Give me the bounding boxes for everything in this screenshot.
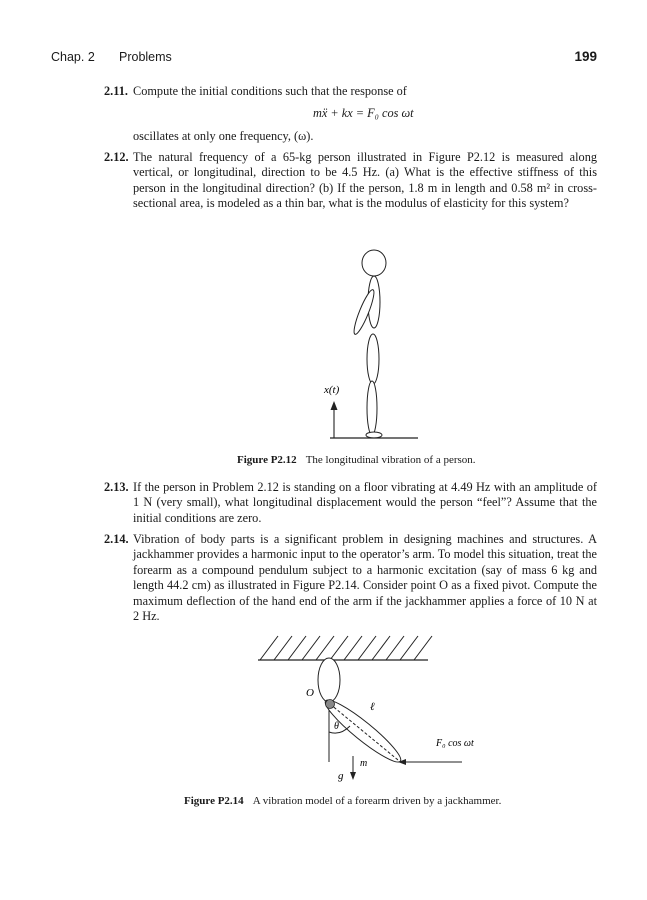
figure-p2-12 <box>300 240 450 445</box>
gravity-label: g <box>338 770 344 782</box>
problem-text: oscillates at only one frequency, (ω). <box>133 129 314 143</box>
caption-text: The longitudinal vibration of a person. <box>305 454 476 466</box>
shank-shape <box>367 381 377 435</box>
section-label: Problems <box>119 50 172 64</box>
arrowhead-shape <box>331 401 338 410</box>
figure-caption <box>237 454 476 466</box>
caption-text: A vibration model of a forearm driven by a jackhammer. <box>252 795 502 807</box>
length-label: ℓ <box>370 701 375 713</box>
figure-label: Figure P2.12 <box>237 454 297 466</box>
force-label: F₀ cos ωt <box>436 738 474 749</box>
angle-label: θ <box>334 721 339 732</box>
thigh-shape <box>367 334 379 384</box>
problem-number: 2.11. <box>104 84 128 98</box>
foot-shape <box>366 432 382 438</box>
problem-text: Compute the initial conditions such that the response of <box>133 84 407 98</box>
xt-label: x(t) <box>324 384 340 396</box>
page-number: 199 <box>574 49 597 64</box>
figure-caption <box>184 795 501 807</box>
figure-p2-14 <box>250 632 490 787</box>
problem-text: The natural frequency of a 65-kg person illustrated in Figure P2.12 is measured along vertical, or longitudinal, direction to be 4.5 Hz. (a) What is the effective stiffness of this person in the longitudinal direction? (b) If the person, 1.8 m in length and 0.58 m² in cross-sectional area, is modeled as a thin bar, what is the modulus of elasticity for this system? <box>133 150 597 211</box>
equation: mẍ + kx = F₀ cos ωt <box>313 106 414 120</box>
upper-arm-shape <box>318 658 340 702</box>
mass-label: m <box>360 758 368 769</box>
problem-text: Vibration of body parts is a significant problem in designing machines and structures. A jackhammer provides a harmonic input to the operator’s arm. To model this situation, treat the forearm as a compound pendulum subject to a harmonic excitation (say of mass 6 kg and length 44.2 cm) as illustrated in Figure P2.14. Consider point O as a fixed pivot. Compute the maximum deflection of the hand end of the arm if the jackhammer applies a force of 10 N at 2 Hz. <box>133 532 597 624</box>
problem-number: 2.13. <box>104 480 129 494</box>
pivot-label: O <box>306 687 314 699</box>
running-header <box>51 50 597 66</box>
chapter-label: Chap. 2 <box>51 50 95 64</box>
ceiling-hatch <box>260 636 432 660</box>
problem-number: 2.12. <box>104 150 129 164</box>
head-shape <box>362 250 386 276</box>
gravity-arrowhead <box>350 772 356 780</box>
pivot-point <box>326 700 335 709</box>
problem-number: 2.14. <box>104 532 129 546</box>
problem-text: If the person in Problem 2.12 is standing on a floor vibrating at 4.49 Hz with an amplitude of 1 N (very small), what longitudinal displacement would the person “feel”? Assume that the initial conditions are zero. <box>133 480 597 525</box>
figure-label: Figure P2.14 <box>184 795 244 807</box>
